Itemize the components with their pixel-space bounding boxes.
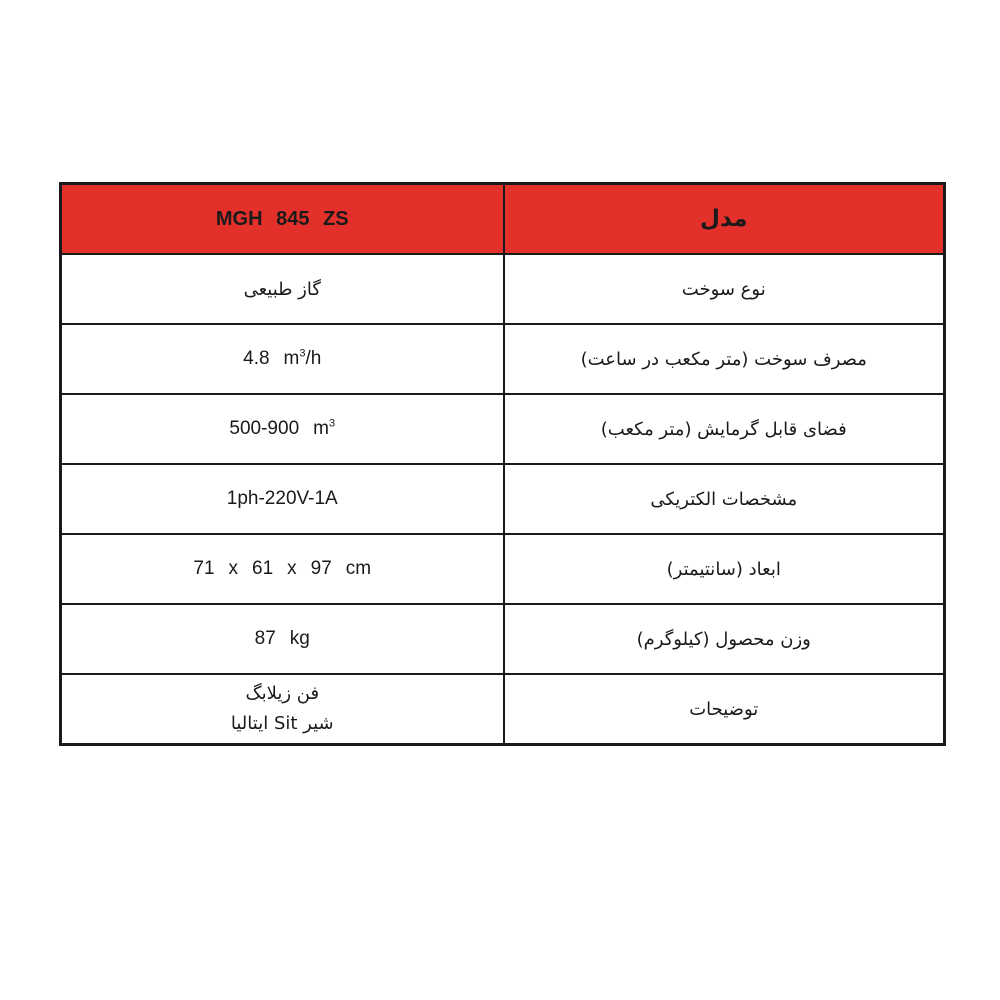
spec-table <box>59 182 946 746</box>
table-row <box>61 534 945 604</box>
table-row <box>61 254 945 324</box>
weight-value <box>61 604 504 674</box>
table-row <box>61 464 945 534</box>
fuel-consumption-unit: $m^3/h$ <box>283 347 322 370</box>
fuel-consumption-value <box>61 324 504 394</box>
heating-space-label: فضای قابل گرمایش (متر مکعب) <box>504 394 945 464</box>
heating-space-unit: $m^3$ <box>313 417 336 440</box>
notes-value <box>61 674 504 745</box>
heating-space-number: 500-900 <box>229 418 300 440</box>
weight-number: 87 <box>254 628 276 649</box>
table-header-row <box>61 184 945 255</box>
electrical-specs-value: 1ph-220V-1A <box>61 464 504 534</box>
weight-unit: kg <box>289 628 310 649</box>
fuel-consumption-label: مصرف سوخت (متر مکعب در ساعت) <box>504 324 945 394</box>
notes-line-fan: فن زیلابگ <box>245 683 320 704</box>
table-row <box>61 394 945 464</box>
dimensions-label: ابعاد (سانتیمتر) <box>504 534 945 604</box>
table-row <box>61 674 945 745</box>
notes-line-valve: شیر Sit ایتالیا <box>230 713 334 734</box>
fuel-type-value: گاز طبیعی <box>61 254 504 324</box>
heating-space-value <box>61 394 504 464</box>
electrical-specs-label: مشخصات الکتریکی <box>504 464 945 534</box>
weight-label: وزن محصول (کیلوگرم) <box>504 604 945 674</box>
model-value: MGH 845 ZS <box>61 184 504 255</box>
table-row <box>61 604 945 674</box>
dimensions-value: 71 x 61 x 97 cm <box>61 534 504 604</box>
header-label: مدل <box>504 184 945 255</box>
fuel-type-label: نوع سوخت <box>504 254 945 324</box>
table-row <box>61 324 945 394</box>
fuel-consumption-number: 4.8 <box>243 348 270 370</box>
notes-label: توضیحات <box>504 674 945 745</box>
